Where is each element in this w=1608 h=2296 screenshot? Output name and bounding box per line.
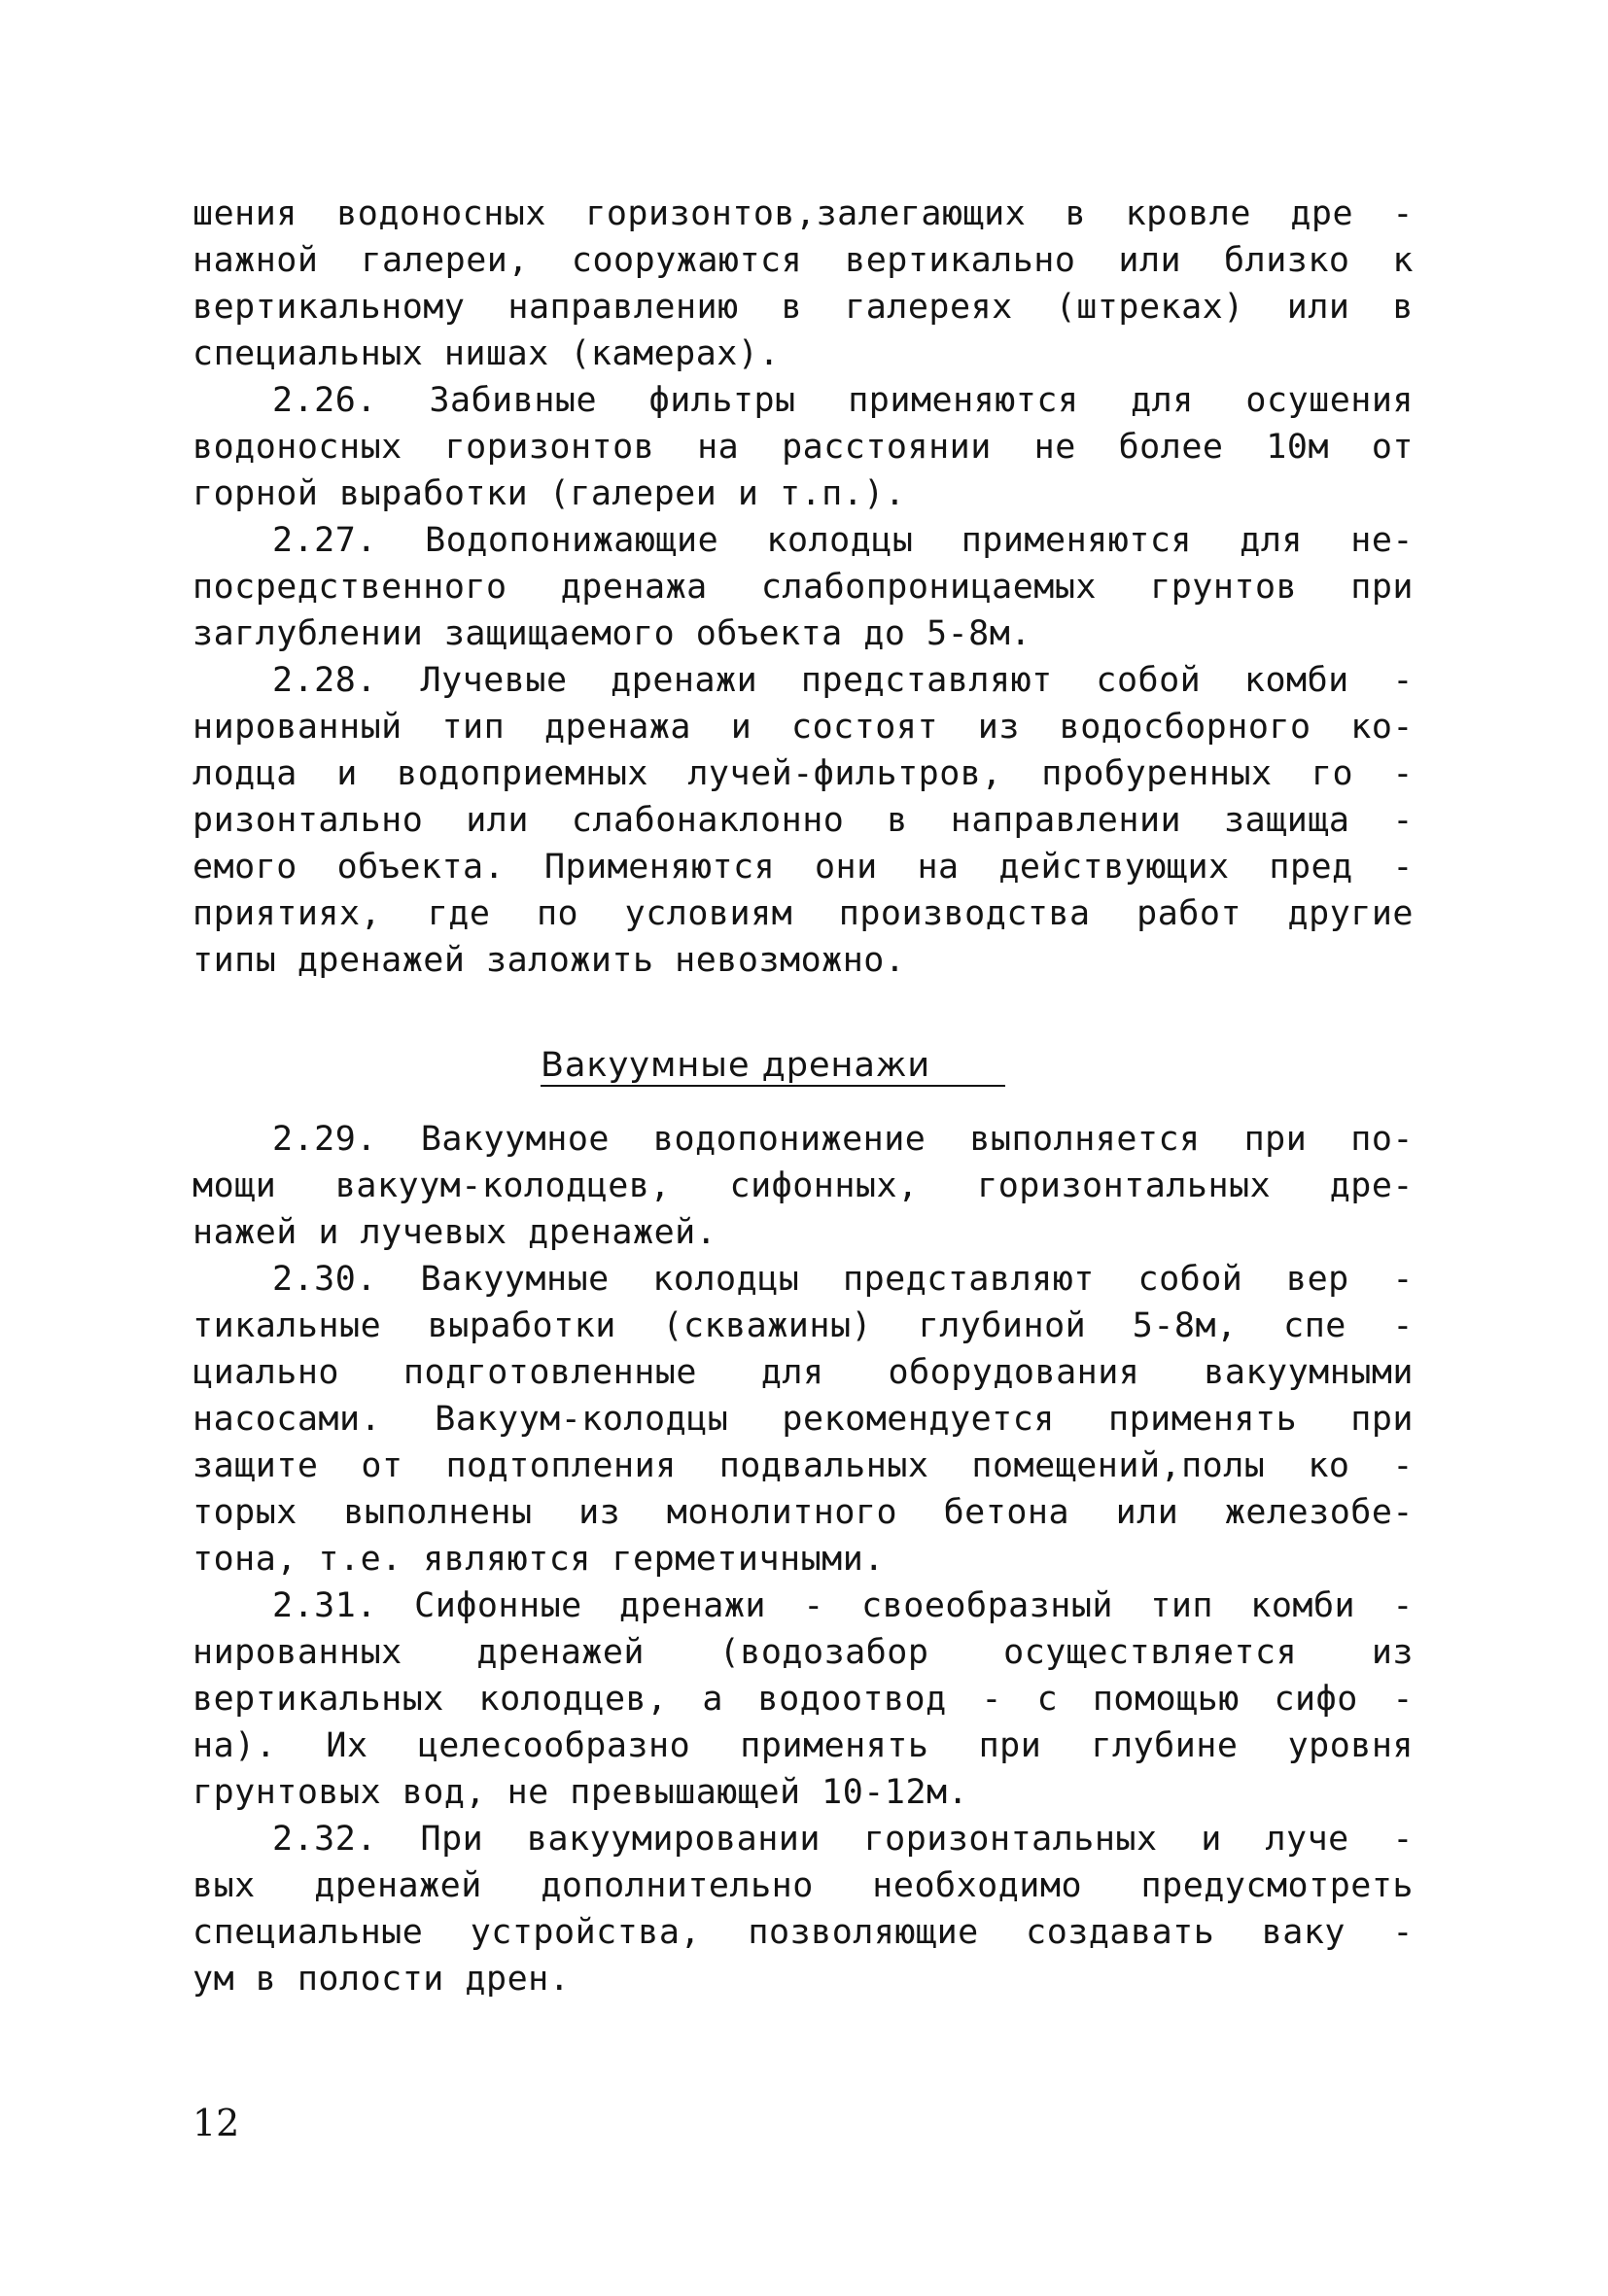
text-line: нажей и лучевых дренажей. xyxy=(192,1213,717,1252)
text-line: вертикальному направлению в галереях (штреках) или в xyxy=(192,288,1414,327)
section-heading: Вакуумные дренажи xyxy=(541,1046,931,1085)
text-line: циально подготовленные для оборудования вакуумными xyxy=(192,1353,1414,1392)
text-line: шения водоносных горизонтов,залегающих в кровле дре - xyxy=(192,194,1414,233)
text-line: посредственного дренажа слабопроницаемых грунтов при xyxy=(192,568,1414,607)
text-line: вых дренажей дополнительно необходимо предусмотреть xyxy=(192,1866,1414,1905)
paragraph-2-27-line: 2.27. Водопонижающие колодцы применяются для не- xyxy=(272,521,1414,560)
text-line: приятиях, где по условиям производства работ другие xyxy=(192,894,1414,933)
paragraph-2-29-line: 2.29. Вакуумное водопонижение выполняется при по- xyxy=(272,1120,1414,1159)
text-line: мощи вакуум-колодцев, сифонных, горизонтальных дре- xyxy=(192,1166,1414,1205)
page-number: 12 xyxy=(192,2102,240,2144)
paragraph-2-26-line: 2.26. Забивные фильтры применяются для осушения xyxy=(272,381,1414,420)
text-line: заглублении защищаемого объекта до 5-8м. xyxy=(192,614,1031,653)
heading-underline xyxy=(541,1085,1005,1087)
text-line: ризонтально или слабонаклонно в направлении защища - xyxy=(192,801,1414,840)
paragraph-2-28-line: 2.28. Лучевые дренажи представляют собой комби - xyxy=(272,661,1414,700)
text-line: вертикальных колодцев, а водоотвод - с помощью сифо - xyxy=(192,1680,1414,1719)
text-line: горной выработки (галереи и т.п.). xyxy=(192,474,906,513)
paragraph-2-30-line: 2.30. Вакуумные колодцы представляют собой вер - xyxy=(272,1260,1414,1299)
paragraph-2-32-line: 2.32. При вакуумировании горизонтальных и луче - xyxy=(272,1820,1414,1859)
text-line: емого объекта. Применяются они на действующих пред - xyxy=(192,848,1414,887)
text-line: защите от подтопления подвальных помещений,полы ко - xyxy=(192,1446,1414,1485)
text-line: на). Их целесообразно применять при глубине уровня xyxy=(192,1726,1414,1765)
text-line: специальных нишах (камерах). xyxy=(192,334,781,373)
text-line: грунтовых вод, не превышающей 10-12м. xyxy=(192,1773,969,1812)
text-line: нированных дренажей (водозабор осуществляется из xyxy=(192,1633,1414,1672)
text-line: тикальные выработки (скважины) глубиной 5-8м, спе - xyxy=(192,1306,1414,1345)
text-line: водоносных горизонтов на расстоянии не более 10м от xyxy=(192,428,1414,467)
text-line: насосами. Вакуум-колодцы рекомендуется применять при xyxy=(192,1400,1414,1439)
text-line: нажной галереи, сооружаются вертикально или близко к xyxy=(192,241,1414,280)
paragraph-2-31-line: 2.31. Сифонные дренажи - своеобразный тип комби - xyxy=(272,1586,1414,1625)
text-line: специальные устройства, позволяющие создавать ваку - xyxy=(192,1913,1414,1952)
text-line: торых выполнены из монолитного бетона или железобе- xyxy=(192,1493,1414,1532)
text-line: лодца и водоприемных лучей-фильтров, пробуренных го - xyxy=(192,754,1414,793)
text-line: ум в полости дрен. xyxy=(192,1960,571,1999)
text-line: тона, т.е. являются герметичными. xyxy=(192,1540,885,1579)
text-line: нированный тип дренажа и состоят из водосборного ко- xyxy=(192,708,1414,747)
text-line: типы дренажей заложить невозможно. xyxy=(192,941,906,980)
